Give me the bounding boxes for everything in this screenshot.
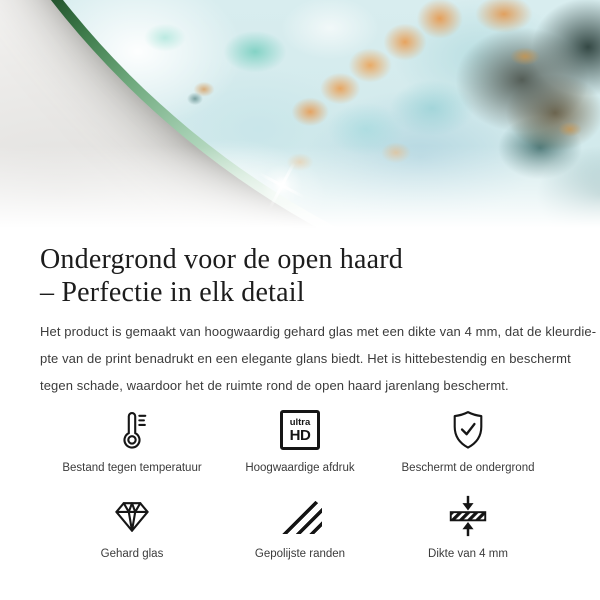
feature-protection [384,407,552,475]
description-line: pte van de print benadrukt en een elegante glans biedt. Het is hittebestendig en beschermt [40,351,571,366]
product-description [40,318,597,399]
product-hero-image [0,0,600,235]
diamond-icon [110,493,154,539]
thermometer-icon [110,407,154,453]
description-line: Het product is gemaakt van hoogwaardig gehard glas met een dikte van 4 mm, dat de kleurdie- [40,324,597,339]
polished-edges-icon [278,493,322,539]
feature-tempered-glass [48,493,216,561]
content-area [0,243,600,561]
feature-label: Beschermt de ondergrond [401,462,535,474]
ultra-hd-text-top: ultra [289,416,311,428]
page-title-line1: Ondergrond voor de open haard [40,244,403,275]
feature-thickness [384,493,552,561]
shield-check-icon [446,407,490,453]
feature-label: Hoogwaardige afdruk [245,462,355,474]
thickness-4mm-icon [445,493,491,539]
feature-print-quality [216,407,384,475]
feature-label: Bestand tegen temperatuur [62,462,202,474]
feature-label: Gepolijste randen [254,548,346,560]
ultra-hd-text-bottom: HD [289,426,311,444]
description-line: tegen schade, waardoor het de ruimte rond de open haard jarenlang beschermt. [40,378,509,393]
feature-polished-edges [216,493,384,561]
ultra-hd-icon [280,407,320,453]
feature-label: Gehard glas [100,548,164,560]
page-title [40,243,560,309]
feature-temperature [48,407,216,475]
features-grid [40,407,560,561]
page-title-line2: – Perfectie in elk detail [40,277,305,308]
feature-label: Dikte van 4 mm [428,548,508,560]
